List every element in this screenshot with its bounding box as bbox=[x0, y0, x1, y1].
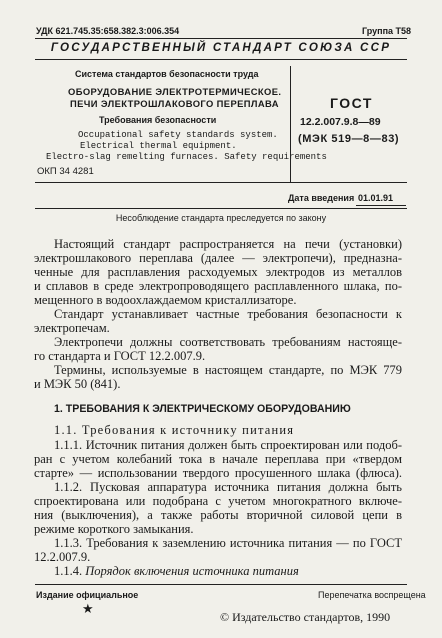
section-heading: 1. ТРЕБОВАНИЯ К ЭЛЕКТРИЧЕСКОМУ ОБОРУДОВАНИЮ bbox=[54, 403, 351, 415]
clause-text: 1.1.3. Требования к заземлению источника питания — по ГОСТ bbox=[54, 536, 402, 550]
effective-date-value: 01.01.91 bbox=[358, 193, 394, 203]
date-rule bbox=[35, 208, 407, 209]
clause-title: Порядок включения источника питания bbox=[85, 564, 299, 578]
body-paragraph: и сплавов в среде электропроводящего расплавленного шлака, по- bbox=[34, 279, 402, 293]
clause-text: 12.2.007.9. bbox=[34, 550, 91, 564]
body-paragraph: го стандарта и ГОСТ 12.2.007.9. bbox=[34, 349, 206, 363]
clause-text: ран с учетом колебаний тока в начале переплава при «твердом bbox=[34, 452, 402, 466]
clause-text: спроектирована или подобрана с учетом многократного включе- bbox=[34, 494, 402, 508]
body-paragraph: ченные для расплавления расходуемых электродов из металлов bbox=[34, 265, 402, 279]
udc-code: УДК 621.745.35:658.382.3:006.354 bbox=[36, 26, 180, 36]
header-rule-bottom bbox=[35, 59, 407, 60]
footer-rule bbox=[35, 584, 407, 585]
clause-text: ния (выключения), а также работы вторичной силовой цепи в bbox=[34, 508, 402, 522]
publisher-copyright: © Издательство стандартов, 1990 bbox=[220, 610, 391, 624]
title-ru-line2: ПЕЧИ ЭЛЕКТРОШЛАКОВОГО ПЕРЕПЛАВА bbox=[70, 98, 279, 109]
mek-reference: (МЭК 519—8—83) bbox=[298, 133, 400, 145]
official-edition-label: Издание официальное bbox=[36, 590, 139, 600]
title-ru-line1: ОБОРУДОВАНИЕ ЭЛЕКТРОТЕРМИЧЕСКОЕ. bbox=[68, 86, 282, 97]
body-paragraph: и МЭК 50 (841). bbox=[34, 377, 121, 391]
clause-heading bbox=[54, 565, 299, 579]
effective-date-label: Дата введения bbox=[288, 193, 355, 203]
clause-number: 1.1.4. bbox=[54, 564, 83, 578]
star-icon: ★ bbox=[82, 601, 94, 616]
gost-number: 12.2.007.9.8—89 bbox=[300, 116, 381, 128]
body-paragraph: Настоящий стандарт распространяется на печи (установки) bbox=[54, 237, 402, 251]
clause-text: режиме короткого замыкания. bbox=[34, 522, 194, 536]
gost-label: ГОСТ bbox=[330, 95, 373, 111]
title-en-line1: Occupational safety standards system. bbox=[78, 130, 278, 140]
body-paragraph: электрошлакового переплава (далее — электропечи), предназна- bbox=[34, 251, 402, 265]
title-block-rule bbox=[35, 182, 407, 183]
header-rule-top bbox=[35, 38, 407, 39]
clause-text: 1.1.2. Пусковая аппаратура источника питания должна быть bbox=[54, 480, 402, 494]
title-en-line2: Electrical thermal equipment. bbox=[80, 141, 237, 151]
subsection-heading: 1.1. Требования к источнику питания bbox=[54, 423, 295, 437]
body-paragraph: Термины, используемые в настоящем стандарте, по МЭК 779 bbox=[54, 363, 402, 377]
clause-text: 1.1.1. Источник питания должен быть спроектирован или подоб- bbox=[54, 438, 402, 452]
effective-date-underline bbox=[356, 205, 406, 206]
title-en-line3: Electro-slag remelting furnaces. Safety requirements bbox=[46, 152, 327, 162]
body-paragraph: Электропечи должны соответствовать требованиям настояще- bbox=[54, 335, 402, 349]
okp-code: ОКП 34 4281 bbox=[37, 166, 94, 177]
body-paragraph: электропечам. bbox=[34, 321, 110, 335]
reprint-prohibited-label: Перепечатка воспрещена bbox=[318, 590, 426, 600]
law-notice: Несоблюдение стандарта преследуется по закону bbox=[115, 213, 327, 223]
body-paragraph: Стандарт устанавливает частные требования безопасности к bbox=[54, 307, 402, 321]
standard-title: ГОСУДАРСТВЕННЫЙ СТАНДАРТ СОЮЗА ССР bbox=[50, 41, 392, 54]
series-title: Система стандартов безопасности труда bbox=[75, 69, 259, 79]
body-paragraph: мещенного в водоохлаждаемом кристаллизаторе. bbox=[34, 293, 297, 307]
clause-text: старте» — использовании твердого просушенного шлака (флюса). bbox=[34, 466, 402, 480]
title-block-divider bbox=[290, 66, 291, 182]
title-ru-subtitle: Требования безопасности bbox=[99, 115, 217, 125]
group-code: Группа Т58 bbox=[362, 26, 412, 36]
